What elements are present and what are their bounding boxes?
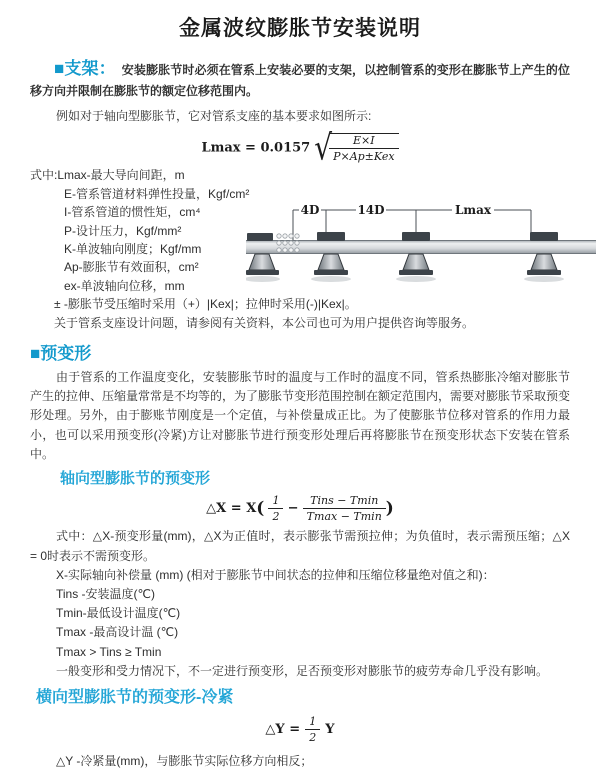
- definitions-region: [30, 166, 570, 332]
- definition-item: P-设计压力，Kgf/mm²: [64, 223, 182, 238]
- minus-sign: −: [287, 501, 299, 517]
- definition-item: E-管系管道材料弹性投量，Kgf/cm²: [64, 186, 250, 201]
- definition-item: I-管系管道的惯性矩，cm⁴: [64, 205, 201, 220]
- one-half-fraction: $\frac{1}{2}$: [268, 494, 283, 523]
- support-intro-text: 安装膨胀节时必须在管系上安装必要的支架，以控制管系的变形在膨胀节上产生的位移方向并限制在膨胀节的额定位移范围内。: [30, 63, 570, 98]
- lmax-formula: [30, 126, 570, 169]
- pipe-support-diagram: [246, 196, 598, 296]
- formula-denominator: P×Ap±Kex: [333, 150, 395, 164]
- axial-note: 一般变形和受力情况下，不一定进行预变形，足否预变形对膨胀节的疲劳寿命几乎没有影响。: [56, 663, 549, 678]
- subheading-lateral-predeform: 横向型膨胀节的预变形-冷紧: [36, 689, 234, 707]
- formula-lhs: Lmax = 0.0157: [201, 140, 311, 156]
- support-intro-paragraph: [30, 58, 570, 102]
- temperature-fraction: $\frac{\text{Tins − Tmin}}{Tmax - Tmin}$: [303, 494, 386, 523]
- predeform-paragraph: 由于管系的工作温度变化，安装膨胀节时的温度与工作时的温度不同，管系热膨胀冷缩对膨胀节产生的拉伸、压缩量常常是不均等的，为了膨胀节变形范围控制在额定范围内，需要对膨胀节采取预变形处理。另外，由于膨账节刚度是一个定值，与补偿量成正比。为了使膨胀节位移对管系的作用力最小，也可以采用预变形(冷紧)方让对膨胀节进行预变形处理后再将膨胀节在预变形状态下安装在管系中。: [30, 370, 571, 461]
- section-heading-predeform: ■预变形: [30, 344, 92, 364]
- definition-item: 关于管系支座设计问题，请参阅有关资料，本公司也可为用户提供咨询等服务。: [54, 315, 475, 330]
- dim-label-4d: 4D: [300, 203, 320, 218]
- dim-label-14d: 14D: [357, 203, 385, 218]
- axial-note: Tmax -最高设计温 (℃): [56, 625, 179, 640]
- radical-icon: √: [314, 126, 333, 169]
- one-half-fraction: $\frac{1}{2}$: [305, 715, 320, 744]
- left-paren: (: [256, 498, 265, 519]
- page-title: 金属波纹膨胀节安装说明: [179, 17, 421, 40]
- formula-rhs: Y: [325, 722, 335, 738]
- axial-note: X-实际轴向补偿量 (mm) (相对于膨胀节中间状态的拉伸和压缩位移量绝对值之和)：: [56, 567, 495, 582]
- formula-numerator: E×I: [329, 134, 398, 149]
- formula-fraction: [329, 133, 398, 163]
- right-paren: ): [385, 498, 394, 519]
- formula-lhs: △X = X: [206, 501, 257, 517]
- guide-support: [396, 232, 436, 282]
- definition-item: ± -膨胀节受压缩时采用（+）|Kex|；拉伸时采用(-)|Kex|。: [54, 297, 357, 312]
- dim-label-lmax: Lmax: [454, 203, 492, 218]
- subheading-axial-predeform: 轴向型膨胀节的预变形: [60, 470, 211, 488]
- definition-item: Ap-膨胀节有效面积，cm²: [64, 260, 199, 275]
- guide-support: [524, 232, 564, 282]
- axial-note: 式中：△X-预变形量(mm)，△X为正值时，表示膨张节需预拉伸；为负值时，表示需预压缩；△X = 0时表示不需预变形。: [30, 529, 570, 563]
- lateral-coldtight-formula: [30, 715, 570, 744]
- guide-support: [311, 232, 351, 282]
- support-example-text: 例如对于轴向型膨胀节，它对管系支座的基本要求如图所示:: [56, 109, 372, 123]
- axial-note: Tins -安装温度(℃): [56, 587, 156, 602]
- lateral-note: △Y -冷紧量(mm)，与膨胀节实际位移方向相反；: [56, 754, 313, 769]
- definition-item: K-单波轴向刚度；Kgf/mm: [64, 242, 202, 256]
- axial-predeform-formula: [30, 494, 570, 523]
- axial-note: Tmin-最低设计温度(℃): [56, 606, 181, 621]
- formula-lhs: △Y =: [265, 722, 301, 738]
- axial-note: Tmax > Tins ≥ Tmin: [56, 644, 162, 659]
- definition-item: 式中:Lmax-最大导向间距，m: [30, 168, 185, 183]
- section-heading-support: ■支架：: [54, 59, 116, 78]
- definition-item: ex-单波轴向位移，mm: [64, 278, 185, 293]
